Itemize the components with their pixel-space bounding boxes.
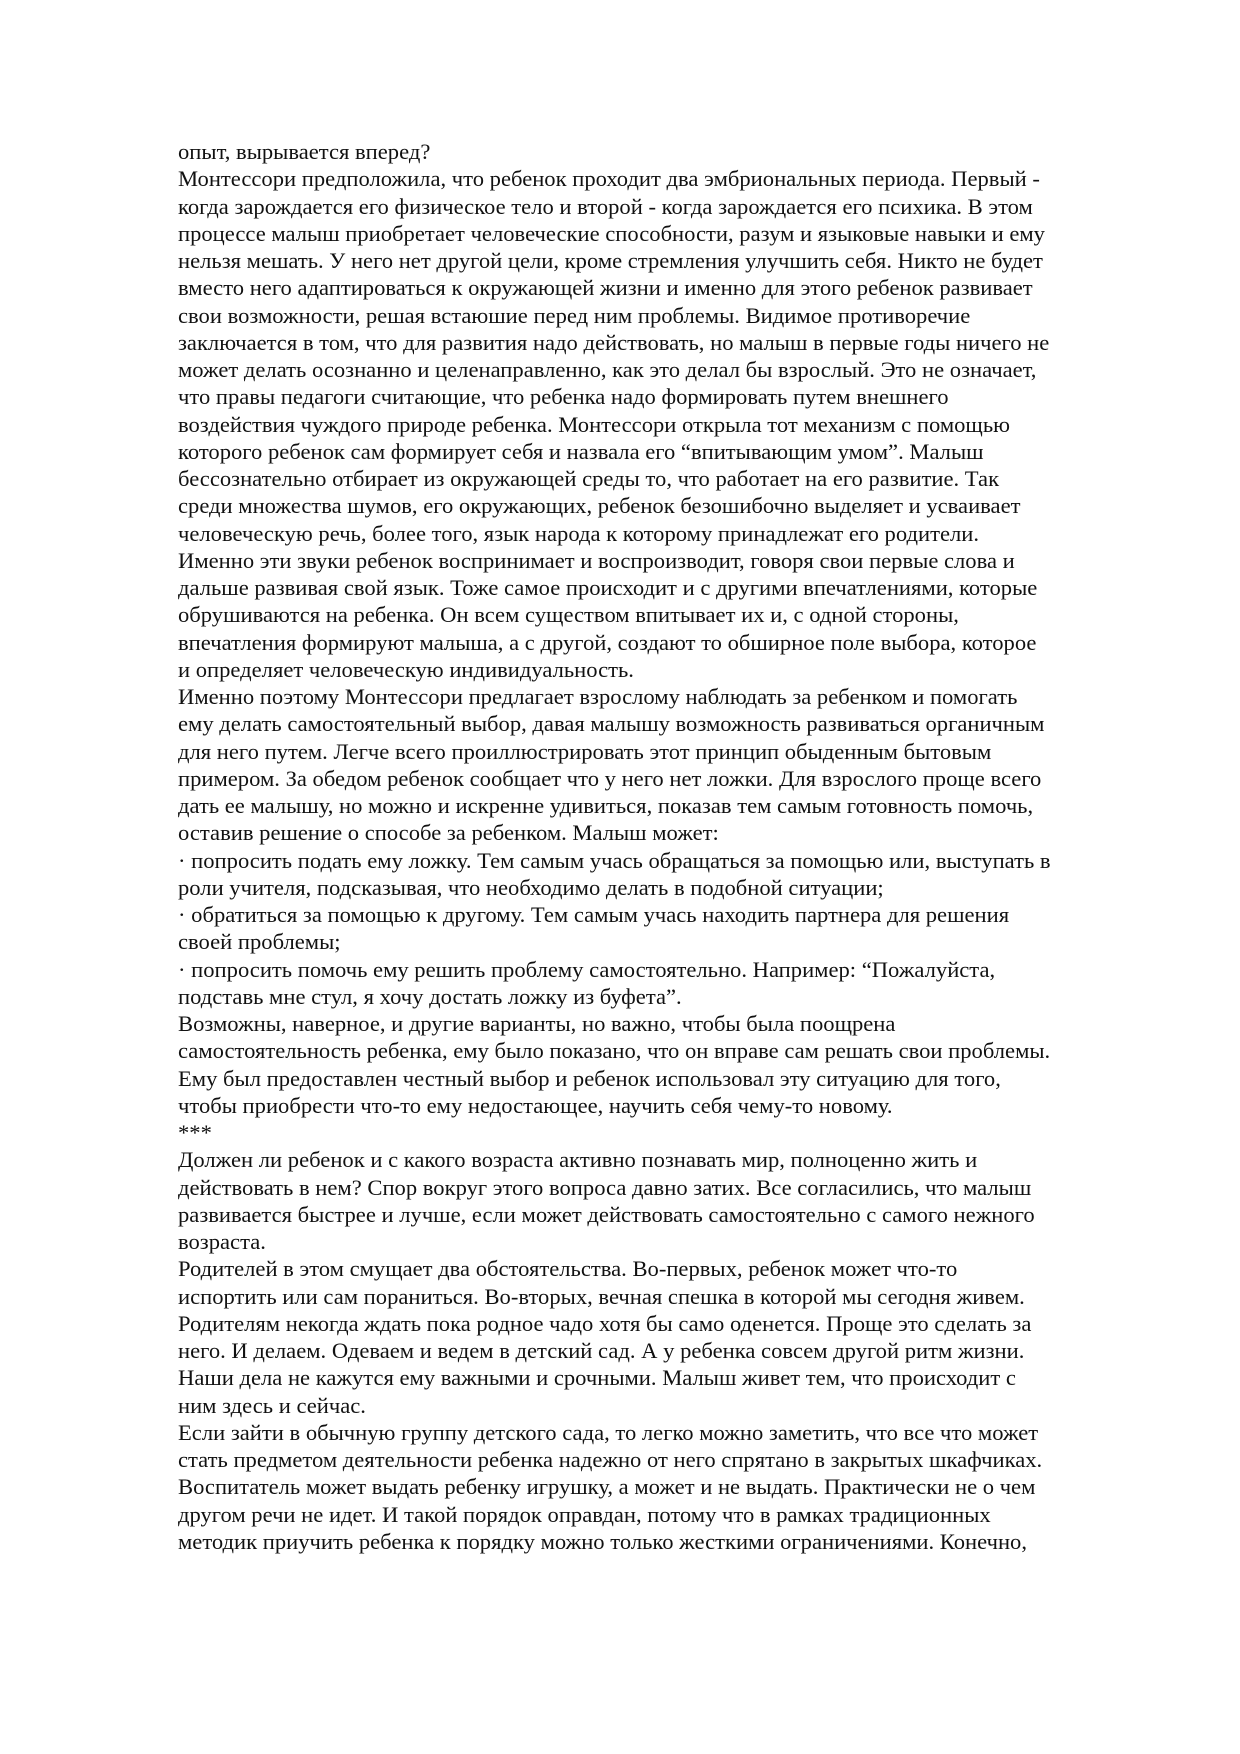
text-line: ему делать самостоятельный выбор, давая малышу возможность развиваться органичным	[178, 711, 1045, 737]
text-line: стать предметом деятельности ребенка надежно от него спрятано в закрытых шкафчиках.	[178, 1447, 1043, 1472]
text-line: Если зайти в обычную группу детского сада, то легко можно заметить, что все что может	[178, 1419, 1039, 1445]
text-line: развивается быстрее и лучше, если может действовать самостоятельно с самого нежного	[178, 1201, 1035, 1227]
text-line: дать ее малышу, но можно и искренне удивиться, показав тем самым готовность помочь,	[178, 793, 1034, 818]
text-line: примером. За обедом ребенок сообщает что у него нет ложки. Для взрослого проще всего	[178, 765, 1042, 791]
text-line: что правы педагоги считающие, что ребенка надо формировать путем внешнего	[178, 384, 949, 410]
text-line: воздействия чуждого природе ребенка. Монтессори открыла тот механизм с помощью	[178, 411, 1010, 437]
text-line: · попросить помочь ему решить проблему самостоятельно. Например: “Пожалуйста,	[178, 956, 996, 982]
text-line: которого ребенок сам формирует себя и назвала его “впитывающим умом”. Малыш	[178, 438, 984, 464]
text-line: Наши дела не кажутся ему важными и срочными. Малыш живет тем, что происходит с	[178, 1365, 1016, 1391]
text-line: Именно эти звуки ребенок воспринимает и воспроизводит, говоря свои первые слова и	[178, 547, 1015, 573]
text-line: другом речи не идет. И такой порядок оправдан, потому что в рамках традиционных	[178, 1501, 991, 1527]
text-line: когда зарождается его физическое тело и второй - когда зарождается его психика. В этом	[178, 193, 1033, 219]
text-line: подставь мне стул, я хочу достать ложку из буфета”.	[178, 983, 682, 1009]
text-line: и определяет человеческую индивидуальность.	[178, 656, 634, 682]
text-line: человеческую речь, более того, язык народа к которому принадлежат его родители.	[178, 520, 979, 546]
text-line: Родителей в этом смущает два обстоятельства. Во-первых, ребенок может что-то	[178, 1256, 958, 1282]
text-line: может делать осознанно и целенаправленно, как это делал бы взрослый. Это не означает,	[178, 357, 1037, 382]
text-line: Должен ли ребенок и с какого возраста активно познавать мир, полноценно жить и	[178, 1147, 978, 1173]
text-line: возраста.	[178, 1229, 266, 1254]
text-line: методик приучить ребенка к порядку можно только жесткими ограничениями. Конечно,	[178, 1528, 1028, 1554]
text-line: чтобы приобрести что-то ему недостающее, научить себя чему-то новому.	[178, 1092, 893, 1118]
text-line: заключается в том, что для развития надо действовать, но малыш в первые годы ничего не	[178, 329, 1050, 355]
text-line: опыт, вырывается вперед?	[178, 139, 431, 164]
text-line: · обратиться за помощью к другому. Тем самым учась находить партнера для решения	[178, 902, 1010, 927]
text-line: вместо него адаптироваться к окружающей жизни и именно для этого ребенок развивает	[178, 275, 1033, 301]
text-line: обрушиваются на ребенка. Он всем существом впитывает их и, с одной стороны,	[178, 602, 959, 628]
text-line: роли учителя, подсказывая, что необходимо делать в подобной ситуации;	[178, 874, 884, 900]
text-line: Возможны, наверное, и другие варианты, но важно, чтобы была поощрена	[178, 1011, 896, 1036]
text-line: Родителям некогда ждать пока родное чадо хотя бы само оденется. Проще это сделать за	[178, 1310, 1032, 1336]
text-line: Воспитатель может выдать ребенку игрушку, а может и не выдать. Практически не о чем	[178, 1474, 1036, 1500]
text-line: своей проблемы;	[178, 929, 341, 955]
text-line: бессознательно отбирает из окружающей среды то, что работает на его развитие. Так	[178, 466, 1000, 491]
text-line: ним здесь и сейчас.	[178, 1392, 366, 1418]
text-line: впечатления формируют малыша, а с другой, создают то обширное поле выбора, которое	[178, 629, 1037, 655]
text-line: Именно поэтому Монтессори предлагает взрослому наблюдать за ребенком и помогать	[178, 684, 1018, 709]
text-line: среди множества шумов, его окружающих, ребенок безошибочно выделяет и усваивает	[178, 493, 1021, 519]
body-text	[178, 138, 1178, 1555]
text-line: Монтессори предположила, что ребенок проходит два эмбриональных периода. Первый -	[178, 166, 1040, 192]
text-line: Ему был предоставлен честный выбор и ребенок использовал эту ситуацию для того,	[178, 1065, 1001, 1091]
text-line: · попросить подать ему ложку. Тем самым учась обращаться за помощью или, выступать в	[178, 847, 1051, 873]
text-line: свои возможности, решая встаюшие перед ним проблемы. Видимое противоречие	[178, 302, 971, 328]
text-line: испортить или сам пораниться. Во-вторых, вечная спешка в которой мы сегодня живем.	[178, 1283, 1025, 1309]
text-line: для него путем. Легче всего проиллюстрировать этот принцип обыденным бытовым	[178, 738, 992, 764]
text-line: оставив решение о способе за ребенком. Малыш может:	[178, 820, 719, 846]
text-line: процессе малыш приобретает человеческие способности, разум и языковые навыки и ему	[178, 220, 1045, 246]
text-line: него. И делаем. Одеваем и ведем в детский сад. А у ребенка совсем другой ритм жизни.	[178, 1338, 1025, 1363]
text-line: самостоятельность ребенка, ему было показано, что он вправе сам решать свои проблемы.	[178, 1038, 1051, 1064]
text-line: дальше развивая свой язык. Тоже самое происходит и с другими впечатлениями, которые	[178, 575, 1038, 600]
text-line: нельзя мешать. У него нет другой цели, кроме стремления улучшить себя. Никто не будет	[178, 248, 1043, 273]
text-line: ***	[178, 1120, 212, 1145]
text-line: действовать в нем? Спор вокруг этого вопроса давно затих. Все согласились, что малыш	[178, 1174, 1032, 1200]
